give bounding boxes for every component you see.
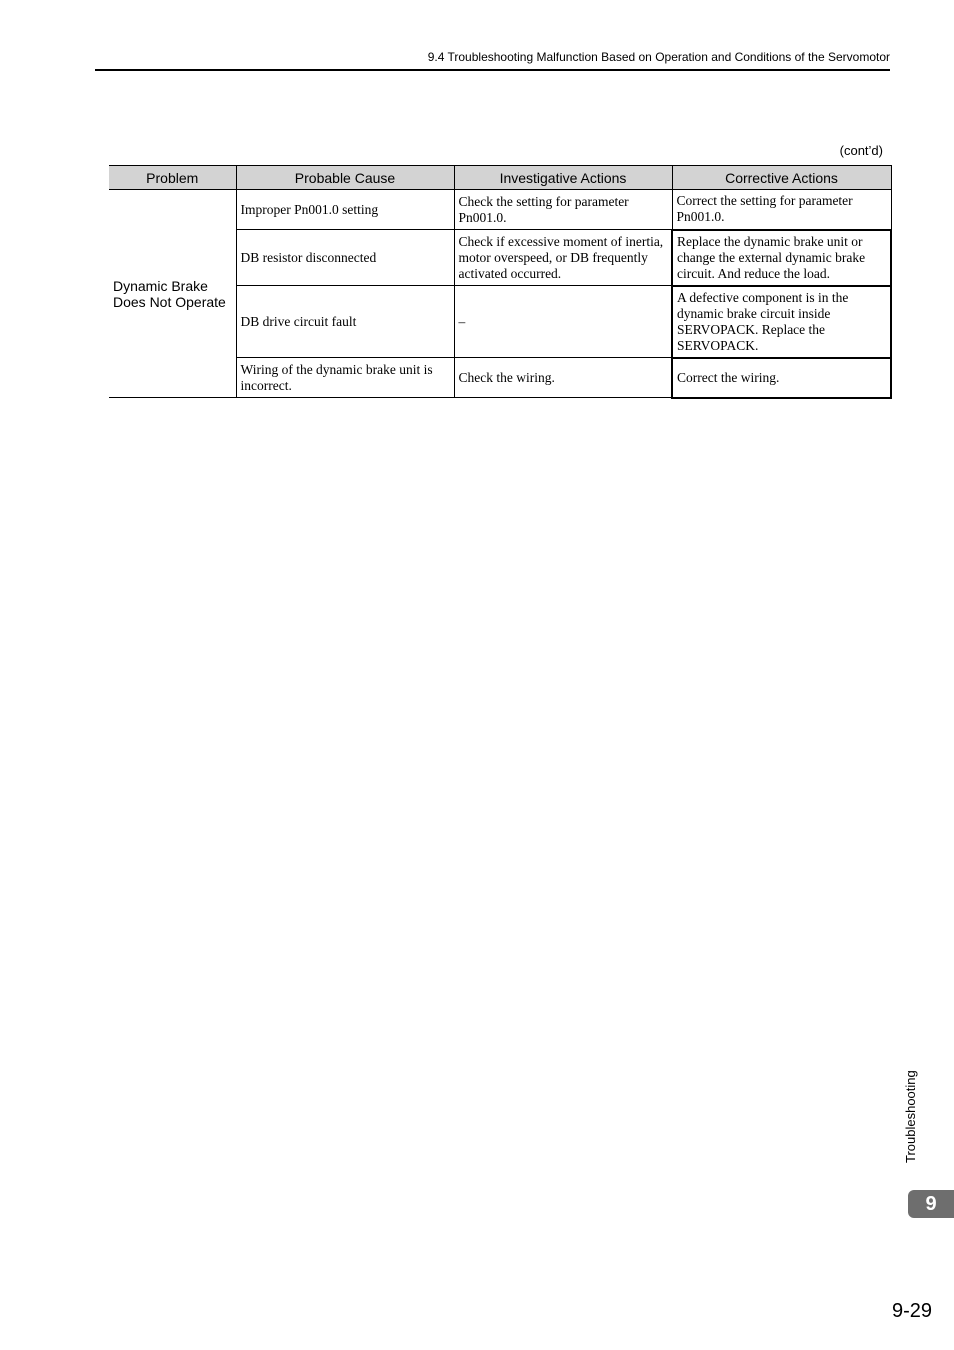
chapter-number-tab: 9 [908, 1190, 954, 1218]
investigative-action-cell: – [454, 286, 672, 358]
investigative-action-cell: Check if excessive moment of inertia, motor overspeed, or DB frequently activated occurred. [454, 230, 672, 286]
column-header-probable-cause: Probable Cause [236, 166, 454, 190]
table-row [109, 190, 891, 230]
corrective-action-cell: Replace the dynamic brake unit or change the external dynamic brake circuit. And reduce the load. [672, 230, 891, 286]
problem-line: Does Not Operate [113, 293, 226, 310]
side-tab-label: Troubleshooting [903, 1070, 918, 1163]
probable-cause-cell: Improper Pn001.0 setting [236, 190, 454, 230]
section-header-title: 9.4 Troubleshooting Malfunction Based on Operation and Conditions of the Servomotor [427, 50, 890, 64]
table-header-row [109, 166, 891, 190]
column-header-problem: Problem [109, 166, 236, 190]
corrective-action-cell: A defective component is in the dynamic brake circuit inside SERVOPACK. Replace the SERVOPACK. [672, 286, 891, 358]
troubleshooting-table [109, 165, 892, 399]
problem-cell [109, 190, 236, 398]
probable-cause-cell: DB drive circuit fault [236, 286, 454, 358]
corrective-action-cell: Correct the setting for parameter Pn001.0. [672, 190, 891, 230]
probable-cause-cell: DB resistor disconnected [236, 230, 454, 286]
column-header-investigative-actions: Investigative Actions [454, 166, 672, 190]
probable-cause-cell: Wiring of the dynamic brake unit is incorrect. [236, 358, 454, 398]
problem-line: Dynamic Brake [113, 277, 208, 294]
investigative-action-cell: Check the wiring. [454, 358, 672, 398]
page-number: 9-29 [891, 1300, 932, 1322]
column-header-corrective-actions: Corrective Actions [672, 166, 891, 190]
header-divider [95, 69, 890, 71]
investigative-action-cell: Check the setting for parameter Pn001.0. [454, 190, 672, 230]
continued-label: (cont’d) [839, 143, 883, 158]
corrective-action-cell: Correct the wiring. [672, 358, 891, 398]
